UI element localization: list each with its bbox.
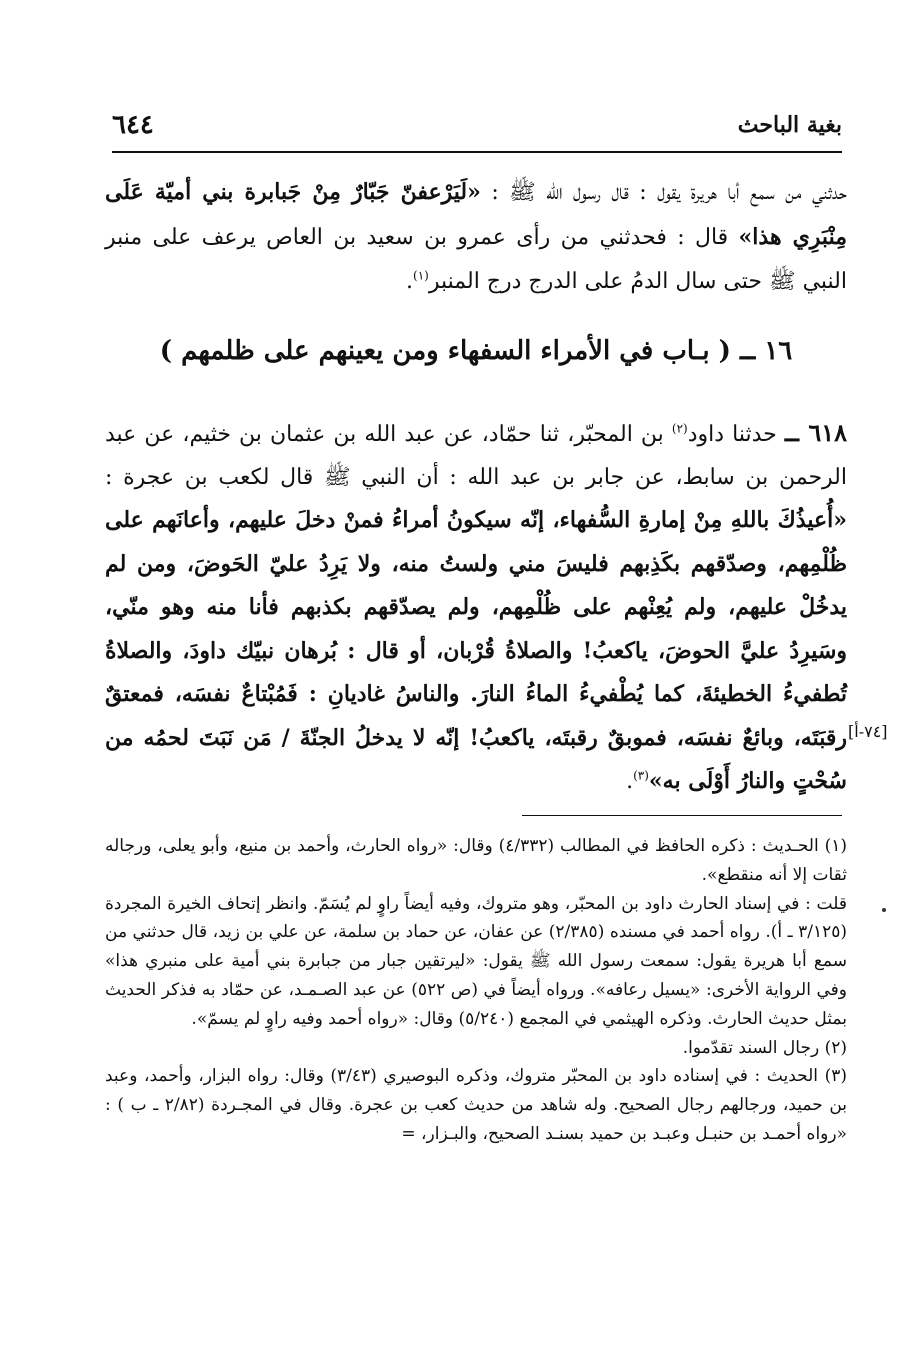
intro-paragraph — [105, 170, 847, 304]
running-title: بغية الباحث — [737, 112, 842, 138]
stray-dot — [882, 908, 886, 912]
footnotes — [105, 832, 847, 1149]
footnote-2: (٢) رجال السند تقدّموا. — [682, 1037, 847, 1058]
intro-end: . — [406, 269, 414, 294]
hadith-number: ٦١٨ ــ — [784, 418, 848, 447]
page-number: ٦٤٤ — [112, 110, 154, 140]
hadith-isnad: حدثنا داود — [687, 422, 785, 447]
footnote-separator — [522, 815, 842, 816]
manuscript-folio-marker: [٧٤-أ] — [848, 722, 888, 741]
chapter-heading: ١٦ ــ ( بـاب في الأمراء السفهاء ومن يعينهم على ظلمهم ) — [159, 336, 793, 366]
footnote-ref-3[interactable]: (٣) — [633, 768, 649, 783]
hadith-matn: «أُعيذُكَ باللهِ مِنْ إمارةِ السُّفهاء، إنّه سيكونُ أمراءُ فمنْ دخلَ عليهم، وأعانَهم على ظُلْمِهم، وصدّقهم بكَذِبهم فليسَ مني ولستُ منه، ولا يَرِدُ عليّ الحَوضَ، ومن لم يدخُلْ عليهم، ولم يُعِنْهم على ظُلْمِهم، ولم يصدّقهم بكذبهم فأنا منه وهو منّي، وسَيرِدُ عليَّ الحوضَ، ياكعبُ! والصلاةُ قُرْبان، أو قال : بُرهان نبيّك داودَ، والصلاةُ تُطفيءُ الخطيئةَ، كما يُطْفيءُ الماءُ النارَ. والناسُ غاديانِ : فَمُبْتاعٌ نفسَه، فمعتقٌ رقبَتَه، وبائعٌ نفسَه، فموبقٌ رقبتَه، ياكعبُ! إنّه لا يدخلُ الجنّةَ / مَن نَبَتَ لحمُه من سُحْتٍ والنارُ أَوْلَى به» — [105, 507, 847, 794]
footnote-1: (١) الحـديث : ذكره الحافظ في المطالب (٤/٣٣٢) وقال: «رواه الحارث، وأحمد بن منيع، وأبو يعلى، ورجاله ثقات إلا أنه منقطع». — [105, 836, 847, 885]
hadith-isnad-continued: بن المحبّر، ثنا حمّاد، عن عبد الله بن عثمان بن خثيم، عن عبد الرحمن بن سابط، عن جابر بن عبد الله : أن النبي ﷺ قال لكعب بن عجرة : — [105, 422, 847, 490]
hadith-paragraph — [105, 412, 847, 804]
page-header — [112, 106, 842, 146]
header-rule — [112, 151, 842, 153]
footnote-ref-2[interactable]: (٢) — [671, 421, 688, 436]
footnote-ref-1[interactable]: (١) — [413, 268, 429, 283]
footnote-1-comment: قلت : في إسناد الحارث داود بن المحبّر، وهو متروك، وفيه أيضاً راوٍ لم يُسَمّ. وانظر إتحاف الخيرة المجردة (٣/١٢٥ ـ أ). رواه أحمد في مسنده (٢/٣٨٥) عن عفان، عن حماد بن سلمة، عن علي بن زيد، قال حدثني من سمع أبا هريرة يقول: سمعت رسول الله ﷺ يقول: «ليرتقين جبار من جبابرة بني أمية على منبري هذا» وفي الرواية الأخرى: «يسيل رعافه». ورواه أيضاً في (ص ٥٢٢) عن عبد الصـمـد، عن حمّاد به فذكر الحديث بمثل حديث الحارث. وذكره الهيثمي في المجمع (٥/٢٤٠) وقال: «رواه أحمد وفيه راوٍ لم يسمّ». — [105, 893, 847, 1029]
intro-text-continued: قال : فحدثني من رأى عمرو بن سعيد بن العاص يرعف على منبر النبي ﷺ حتى سال الدمُ على الدرج درج المنبر — [105, 225, 847, 294]
hadith-end: . — [626, 769, 634, 794]
intro-quote: «لَيَرْعفنّ جَبّارٌ مِنْ جَبابرة بني أميّة عَلَى مِنْبَرِي هذا» — [105, 179, 847, 250]
footnote-3: (٣) الحديث : في إسناده داود بن المحبّر متروك، وذكره البوصيري (٣/٤٣) وقال: رواه البزار، وأحمد، وعبد بن حميد، ورجالهم رجال الصحيح. وله شاهد من حديث كعب بن عجرة. وقال في المجـردة (٢/٨٢ ـ ب ) : «رواه أحمـد بن حنبـل وعبـد بن حميد بسنـد الصحيح، والبـزار، = — [105, 1066, 847, 1144]
intro-text: حدثني من سمع أبا هريرة يقول : قال رسول الله ﷺ : — [480, 180, 847, 205]
